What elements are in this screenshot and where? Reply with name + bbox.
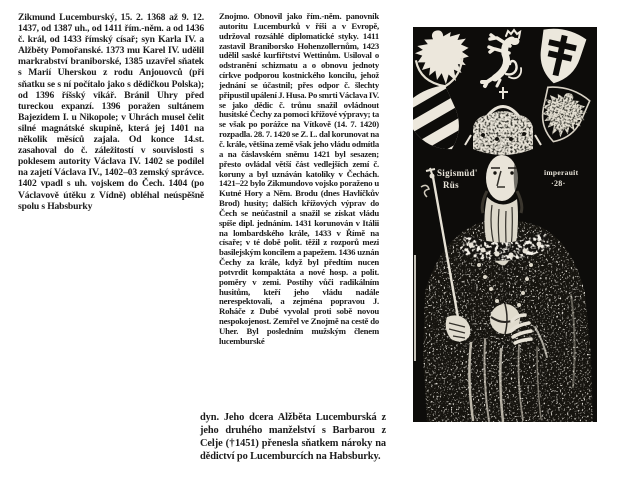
- headword: Zikmund Lucemburský,: [18, 12, 117, 23]
- column-2-text: Znojmo. Obnovil jako řím.-něm. panovník autoritu Lucemburků v říši a v Evropě, udržoval rozsáhlé diplomatické styky. 1411 zastavil Braniborsko Hohenzollernům, 1423 udělil saské kurfiřtství Wettinům. Usiloval o odstranění schizmatu a o obnovu jednoty církve podporou kostnického koncilu, jehož jednání se účastnil; přes odpor č. šlechty připustil upálení J. Husa. Po smrti Václava IV. se jako dědic č. trůnu snažil ovládnout husitské Čechy za pomoci křížové výpravy; ta se však po porážce na Vítkově (14. 7. 1420) rozpadla. 28. 7. 1420 se Z. L. dal korunovat na č. krále, většina země však jeho vládu odmítla a na čáslavském sněmu 1421 byl sesazen; přesto ovládal větší část vedlejších zemí č. koruny a byl uznáván katolíky v Čechách. 1421–22 bylo Zikmundovo vojsko poraženo u Kutné Hory a Něm. Brodu (dnes Havlíčkův Brod) husity; dalších křížových výprav do Čech se neúčastnil a snažil se získat vládu spíše dipl. jednáním. 1431 korunován v Itálii na lombardského krále, 1433 v Římě na císaře; v té době polit. těžil z rozporů mezi basilejským koncilem a papežem. 1436 uznán Čechy za krále, když byl předtím nucen potvrdit kompaktáta a nové hosp. a polit. poměry v zemi. Postihy vůči radikálním husitům, kteří jeho vládu nadále nerespektovali, a zejména popravou J. Roháče z Dubé vyvolal proti sobě novou nespokojenost. Zemřel ve Znojmě na cestě do Uher. Byl posledním mužským členem lucemburské: [219, 12, 379, 346]
- column-1-text: 15. 2. 1368 až 9. 12. 1437, od 1387 uh., od 1411 řím.-něm. a od 1436 č. král, od 1433 římský císař; syn Karla IV. a Alžběty Pomořanské. 1373 mu Karel IV. udělil markrabství braniborské, 1385 uzavřel sňatek s Marií Uherskou z rodu Anjouovců (při sňatku se s ní počítalo jako s dědičkou Polska); od 1396 říšský vikář. Bránil Uhry před tureckou expanzí. 1396 poražen sultánem Bajezidem I. u Nikopole; v Uhrách musel čelit silné magnátské skupině, která jej 1401 na několik měsíců zajala. Od konce 14.st. zasahoval do č. záležitostí v souvislosti s poklesem autority Václava IV. 1402 se podílel na zajetí Václava IV., 1402–03 zemský správce. 1402 vpadl s uh. vojskem do Čech. 1404 (po Václavově útěku z Vídně) obléhal neúspěšně spolu s Habsburky: [18, 12, 204, 212]
- article-column-1: [18, 12, 204, 408]
- column-1-paragraph: [18, 12, 204, 212]
- article-column-2: [219, 12, 379, 410]
- inscription-right-line1: imperauit: [544, 168, 579, 177]
- inscription-left-line2: Rüs: [443, 180, 459, 190]
- continuation-text: dyn. Jeho dcera Alžběta Lucemburská z jeho druhého manželství s Barbarou z Celje (†1451) přenesla sňatkem nároky na dědictví po Lucemburcích na Habsburky.: [200, 412, 386, 463]
- woodcut-image: [413, 27, 597, 422]
- inscription-right-line2: ·28·: [551, 179, 566, 188]
- scan-scratch: [414, 255, 416, 361]
- article-continuation: [200, 411, 386, 491]
- sigismund-woodcut-portrait: [413, 27, 597, 422]
- inscription-left-line1: Sigismüd': [437, 168, 478, 178]
